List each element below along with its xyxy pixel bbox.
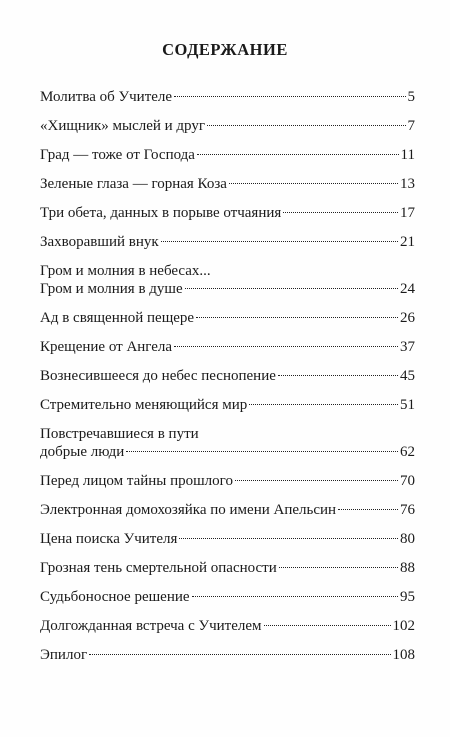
toc-entry-page: 7 <box>407 118 415 134</box>
toc-entry-page: 37 <box>400 339 415 355</box>
toc-entry-title: «Хищник» мыслей и друг <box>40 118 206 134</box>
toc-entry-page: 26 <box>400 310 415 326</box>
dot-leader <box>89 654 390 655</box>
toc-entry <box>40 559 415 577</box>
toc-entry <box>40 501 415 519</box>
toc-entry-title: Стремительно меняющийся мир <box>40 397 248 413</box>
toc-entry-title: Эпилог <box>40 647 88 663</box>
dot-leader <box>179 538 398 539</box>
toc-entry <box>40 530 415 548</box>
dot-leader <box>207 125 405 126</box>
dot-leader <box>278 375 398 376</box>
dot-leader <box>174 346 398 347</box>
dot-leader <box>185 288 398 289</box>
dot-leader <box>161 241 398 242</box>
toc-entry-title: Град — тоже от Господа <box>40 147 195 163</box>
toc-entry-title: Грозная тень смертельной опасности <box>40 560 277 576</box>
toc-entry-title: Перед лицом тайны прошлого <box>40 473 233 489</box>
table-of-contents <box>40 88 415 675</box>
toc-entry-page: 13 <box>400 176 415 192</box>
dot-leader <box>192 596 398 597</box>
toc-entry <box>40 646 415 664</box>
toc-entry-page: 80 <box>400 531 415 547</box>
dot-leader <box>174 96 405 97</box>
toc-entry-page: 45 <box>400 368 415 384</box>
dot-leader <box>196 317 398 318</box>
toc-entry-page: 24 <box>400 281 415 297</box>
toc-entry-page: 11 <box>400 147 415 163</box>
toc-entry <box>40 204 415 222</box>
toc-entry <box>40 588 415 606</box>
toc-entry <box>40 338 415 356</box>
toc-entry <box>40 367 415 385</box>
toc-entry <box>40 117 415 135</box>
toc-entry-title: Вознесившееся до небес песнопение <box>40 368 276 384</box>
toc-entry-title: Гром и молния в душе <box>40 281 183 297</box>
toc-entry-title: Цена поиска Учителя <box>40 531 178 547</box>
toc-entry <box>40 396 415 414</box>
toc-entry-title: Долгожданная встреча с Учителем <box>40 618 262 634</box>
toc-entry-page: 76 <box>400 502 415 518</box>
dot-leader <box>126 451 398 452</box>
toc-entry-title: Зеленые глаза — горная Коза <box>40 176 227 192</box>
dot-leader <box>283 212 398 213</box>
toc-entry-page: 102 <box>392 618 415 634</box>
toc-entry <box>40 146 415 164</box>
toc-entry <box>40 309 415 327</box>
dot-leader <box>279 567 398 568</box>
toc-entry <box>40 617 415 635</box>
toc-entry-page: 70 <box>400 473 415 489</box>
toc-entry-title: добрые люди <box>40 444 125 460</box>
dot-leader <box>264 625 391 626</box>
toc-entry-page: 51 <box>400 397 415 413</box>
dot-leader <box>338 509 398 510</box>
toc-entry-title: Судьбоносное решение <box>40 589 190 605</box>
dot-leader <box>197 154 399 155</box>
dot-leader <box>249 404 398 405</box>
dot-leader <box>229 183 398 184</box>
dot-leader <box>235 480 398 481</box>
toc-entry-title: Ад в священной пещере <box>40 310 195 326</box>
toc-entry-title: Крещение от Ангела <box>40 339 173 355</box>
toc-entry-title: Молитва об Учителе <box>40 89 173 105</box>
toc-entry <box>40 262 415 298</box>
toc-entry-title: Захворавший внук <box>40 234 159 250</box>
toc-entry-title: Три обета, данных в порыве отчаяния <box>40 205 282 221</box>
toc-entry <box>40 175 415 193</box>
toc-entry-page: 88 <box>400 560 415 576</box>
toc-entry <box>40 88 415 106</box>
toc-entry-page: 62 <box>400 444 415 460</box>
toc-entry-page: 21 <box>400 234 415 250</box>
toc-entry-title: Электронная домохозяйка по имени Апельсин <box>40 502 337 518</box>
toc-entry-page: 108 <box>392 647 415 663</box>
toc-entry-page: 17 <box>400 205 415 221</box>
toc-entry <box>40 425 415 461</box>
toc-entry <box>40 472 415 490</box>
toc-entry <box>40 233 415 251</box>
page-title: СОДЕРЖАНИЕ <box>162 40 288 59</box>
toc-entry-title-first-line: Гром и молния в небесах... <box>40 263 211 279</box>
toc-entry-page: 95 <box>400 589 415 605</box>
toc-entry-page: 5 <box>407 89 415 105</box>
toc-entry-title-first-line: Повстречавшиеся в пути <box>40 426 199 442</box>
